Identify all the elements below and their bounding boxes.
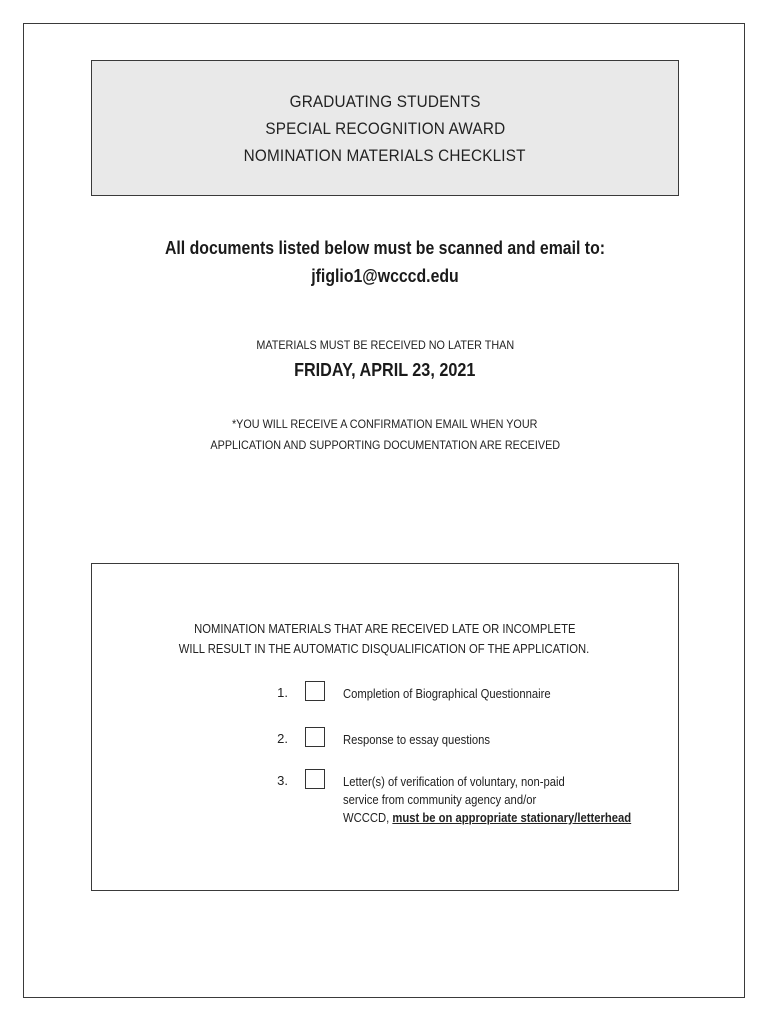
confirmation-note <box>0 414 770 456</box>
item-label <box>343 773 663 827</box>
title-line-3: NOMINATION MATERIALS CHECKLIST <box>244 145 526 165</box>
title-line-1: GRADUATING STUDENTS <box>289 91 481 111</box>
item-checkbox[interactable] <box>305 681 325 701</box>
item-number: 1. <box>277 685 288 700</box>
item-label-line-3-prefix: WCCCD, <box>343 811 393 825</box>
disqualification-warning <box>92 619 677 659</box>
confirmation-line-1: *YOU WILL RECEIVE A CONFIRMATION EMAIL WHEN YOUR <box>232 417 538 431</box>
item-checkbox[interactable] <box>305 727 325 747</box>
item-checkbox[interactable] <box>305 769 325 789</box>
warning-line-2: WILL RESULT IN THE AUTOMATIC DISQUALIFICATION OF THE APPLICATION. <box>179 642 590 656</box>
item-label: Response to essay questions <box>343 733 490 747</box>
deadline-date: FRIDAY, APRIL 23, 2021 <box>294 360 476 380</box>
letterhead-requirement: must be on appropriate stationary/letterhead <box>392 811 632 825</box>
checklist-box <box>91 563 679 891</box>
item-number: 3. <box>277 773 288 788</box>
title-box <box>91 60 679 196</box>
title-line-2: SPECIAL RECOGNITION AWARD <box>265 118 505 138</box>
submission-instruction <box>0 234 770 290</box>
item-label: Completion of Biographical Questionnaire <box>343 687 551 701</box>
item-label-line-2: service from community agency and/or <box>343 793 537 807</box>
item-number: 2. <box>277 731 288 746</box>
warning-line-1: NOMINATION MATERIALS THAT ARE RECEIVED LATE OR INCOMPLETE <box>193 622 576 636</box>
email-address[interactable]: jfiglio1@wcccd.edu <box>311 266 459 286</box>
deadline-label: MATERIALS MUST BE RECEIVED NO LATER THAN <box>256 338 514 352</box>
confirmation-line-2: APPLICATION AND SUPPORTING DOCUMENTATION ARE RECEIVED <box>210 438 560 452</box>
item-label-line-1: Letter(s) of verification of voluntary, non-paid <box>343 775 565 789</box>
instruction-text: All documents listed below must be scanned and email to: <box>164 238 606 258</box>
